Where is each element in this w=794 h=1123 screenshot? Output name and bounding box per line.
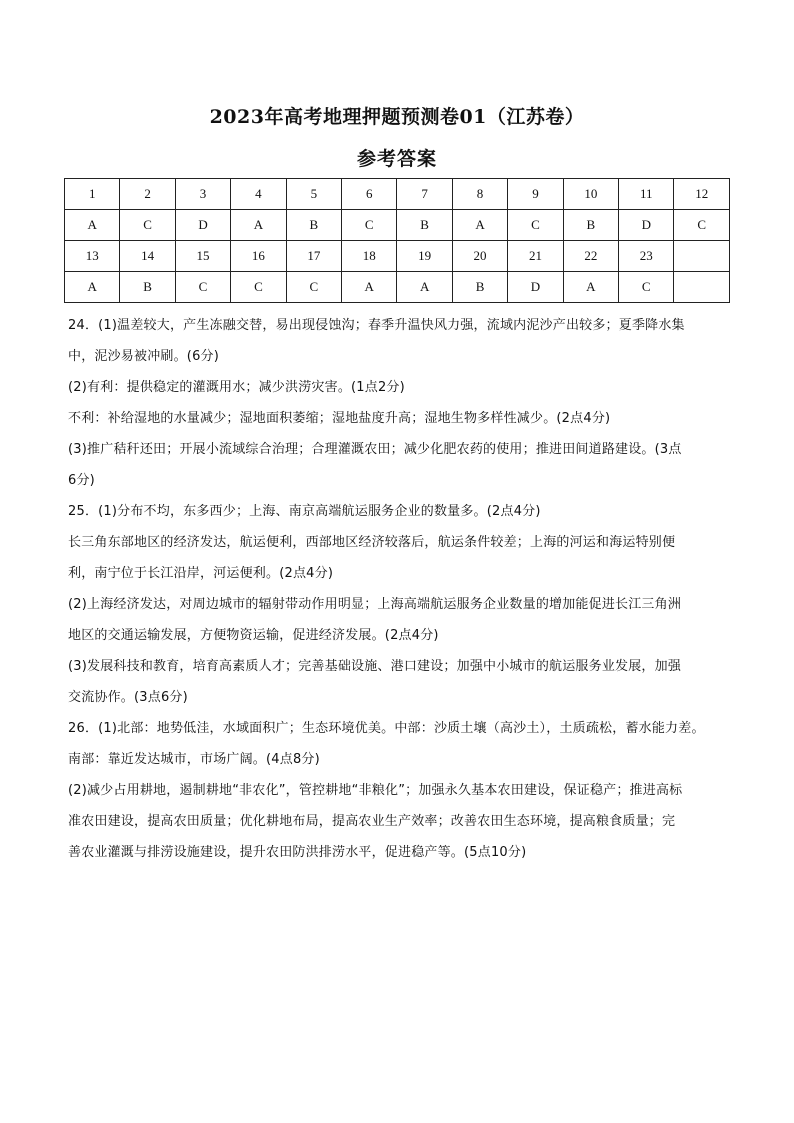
answer-line: (2)上海经济发达，对周边城市的辐射带动作用明显；上海高端航运服务企业数量的增加能促进长江三角洲 [68,597,682,612]
question-number-cell: 17 [286,241,341,272]
answer-cell: C [231,272,286,303]
answer-cell: B [563,210,618,241]
answer-line: 长三角东部地区的经济发达，航运便利，西部地区经济较落后，航运条件较差；上海的河运和海运特别便 [68,535,676,550]
answer-line: (2)减少占用耕地，遏制耕地“非农化”，管控耕地“非粮化”；加强永久基本农田建设，保证稳产；推进高标 [68,783,683,798]
answer-cell: C [674,210,730,241]
answer-cell: B [397,210,452,241]
question-number-cell: 22 [563,241,618,272]
answer-cell: A [342,272,397,303]
answers-section [68,310,728,868]
answer-cell: B [452,272,507,303]
answer-cell: A [452,210,507,241]
question-number-cell: 4 [231,179,286,210]
answer-line: 6分) [68,473,95,488]
table-row [65,210,730,241]
answer-cell: D [619,210,674,241]
question-number-cell: 1 [65,179,120,210]
answer-line: 26．(1)北部：地势低洼，水域面积广；生态环境优美。中部：沙质土壤（高沙土），土质疏松，蓄水能力差。 [68,721,705,736]
question-number-cell: 11 [619,179,674,210]
answer-cell: A [65,210,120,241]
question-number-cell: 7 [397,179,452,210]
table-row [65,179,730,210]
question-number-cell: 14 [120,241,175,272]
answer-cell: D [175,210,230,241]
answer-cell: C [619,272,674,303]
table-row [65,241,730,272]
question-number-cell: 9 [508,179,563,210]
answer-line: 交流协作。(3点6分) [68,690,188,705]
question-number-cell: 10 [563,179,618,210]
question-number-cell: 21 [508,241,563,272]
table-row [65,272,730,303]
answer-line: 南部：靠近发达城市，市场广阔。(4点8分) [68,752,320,767]
question-number-cell: 3 [175,179,230,210]
answer-line: 25．(1)分布不均，东多西少；上海、南京高端航运服务企业的数量多。(2点4分) [68,504,541,519]
answer-line: 利，南宁位于长江沿岸，河运便利。(2点4分) [68,566,334,581]
answer-cell: C [120,210,175,241]
question-number-cell: 16 [231,241,286,272]
question-number-cell: 19 [397,241,452,272]
answer-cell: A [397,272,452,303]
answer-cell: D [508,272,563,303]
question-number-cell: 15 [175,241,230,272]
document-title: 2023年高考地理押题预测卷01（江苏卷） [209,106,585,128]
answer-line: 善农业灌溉与排涝设施建设，提升农田防洪排涝水平，促进稳产等。(5点10分) [68,845,527,860]
answer-line: 中，泥沙易被冲刷。(6分) [68,349,220,364]
question-number-cell: 20 [452,241,507,272]
answer-line: 准农田建设，提高农田质量；优化耕地布局，提高农业生产效率；改善农田生态环境，提高粮食质量；完 [68,814,676,829]
question-number-cell: 8 [452,179,507,210]
question-number-cell: 13 [65,241,120,272]
answer-line: 不利：补给湿地的水量减少；湿地面积萎缩；湿地盐度升高；湿地生物多样性减少。(2点4分) [68,411,611,426]
question-number-cell: 5 [286,179,341,210]
answer-line: (3)推广秸秆还田；开展小流域综合治理；合理灌溉农田；减少化肥农药的使用；推进田间道路建设。(3点 [68,442,682,457]
answer-cell: B [286,210,341,241]
question-number-cell: 2 [120,179,175,210]
answer-cell: C [508,210,563,241]
document-subtitle: 参考答案 [356,148,437,170]
answer-line: 24．(1)温差较大，产生冻融交替，易出现侵蚀沟；春季升温快风力强，流域内泥沙产出较多；夏季降水集 [68,318,685,333]
answer-cell: C [175,272,230,303]
answer-cell: C [286,272,341,303]
answer-cell [674,272,730,303]
answer-cell: A [563,272,618,303]
question-number-cell: 12 [674,179,730,210]
answer-table [64,178,730,303]
answer-cell: A [65,272,120,303]
answer-cell: A [231,210,286,241]
answer-line: 地区的交通运输发展，方便物资运输，促进经济发展。(2点4分) [68,628,439,643]
question-number-cell: 23 [619,241,674,272]
answer-line: (3)发展科技和教育，培育高素质人才；完善基础设施、港口建设；加强中小城市的航运服务业发展，加强 [68,659,682,674]
answer-cell: B [120,272,175,303]
answer-line: (2)有利：提供稳定的灌溉用水；减少洪涝灾害。(1点2分) [68,380,405,395]
answer-cell: C [342,210,397,241]
question-number-cell [674,241,730,272]
question-number-cell: 18 [342,241,397,272]
question-number-cell: 6 [342,179,397,210]
